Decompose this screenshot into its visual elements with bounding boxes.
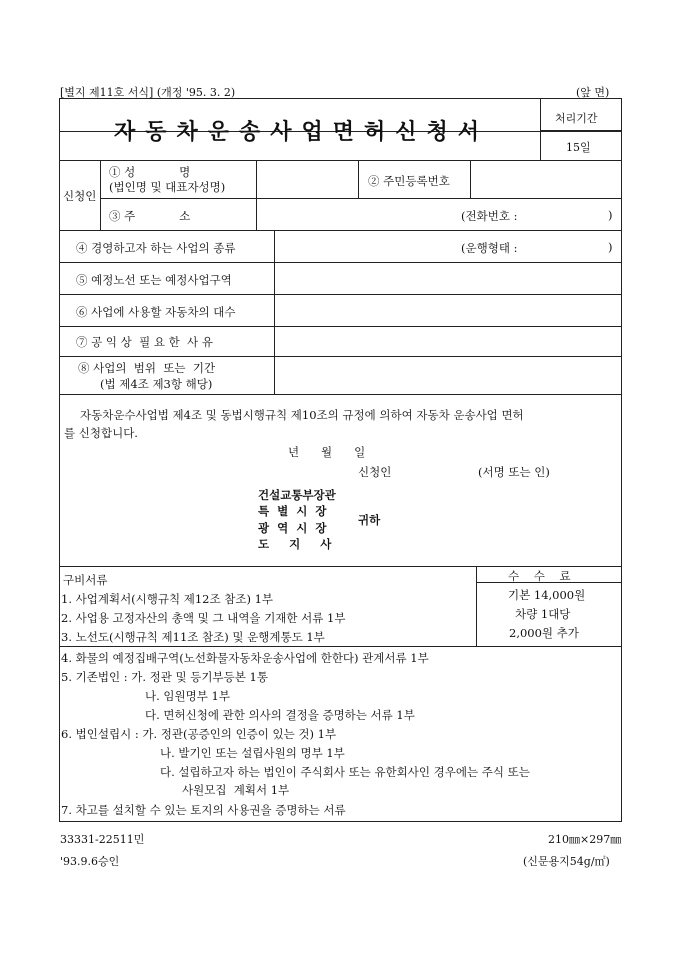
phone-label: (전화번호 : [461,209,518,223]
name-field[interactable] [259,162,355,196]
document-item: 5. 기존법인 : 가. 정관 및 등기부등본 1통 [61,670,268,684]
recipient-suffix: 귀하 [358,513,381,527]
applicant-sign-label: 신청인 [358,465,392,479]
public-reason-field[interactable] [277,328,620,354]
vehicle-count-field[interactable] [277,296,620,324]
documents-title: 구비서류 [63,573,108,587]
divider [59,326,622,327]
divider [540,130,622,131]
document-item: 7. 차고를 설치할 수 있는 토지의 사용권을 증명하는 서류 [61,803,346,817]
footer-code: 33331-22511민 [60,833,145,846]
divider [470,160,471,198]
divider [100,198,622,199]
statement-line2: 를 신청합니다. [64,426,138,440]
document-item: 사원모집 계획서 1부 [182,783,290,797]
document-item: 1. 사업계획서(시행규칙 제12조 참조) 1부 [61,592,274,606]
operation-label: (운행형태 : [461,241,518,255]
scope-sub-label: (법 제4조 제3항 해당) [100,377,213,391]
resident-number-field[interactable] [473,162,619,196]
address-label: ③ 주 소 [109,209,191,223]
divider [59,230,622,231]
fee-additional: 2,000원 추가 [509,626,579,640]
fee-per-vehicle: 차량 1대당 [515,607,571,621]
applicant-label: 신청인 [63,189,97,203]
document-item: 다. 면허신청에 관한 의사의 결정을 증명하는 서류 1부 [145,708,415,722]
divider [59,160,622,161]
signature-label: (서명 또는 인) [478,465,550,479]
document-item: 3. 노선도(시행규칙 제11조 참조) 및 운행계통도 1부 [61,630,325,644]
document-item: 2. 사업용 고정자산의 총액 및 그 내역을 기재한 서류 1부 [61,611,346,625]
document-item: 6. 법인설립시 : 가. 정관(공증인의 인증이 있는 것) 1부 [61,727,337,741]
recipient-minister: 건설교통부장관 [258,488,336,502]
divider [256,160,257,230]
vehicle-count-label: ⑥ 사업에 사용할 자동차의 대수 [76,305,236,319]
page-title: 자동차운송사업면허신청서 [114,119,490,145]
footer-approval: '93.9.6승인 [60,855,120,868]
footer-paper: (신문용지54g/㎡) [523,855,610,868]
footer-size: 210㎜×297㎜ [548,833,622,846]
processing-days: 15일 [566,141,591,154]
recipient-special-city: 특 별 시 장 [258,504,327,518]
recipient-metro-city: 광 역 시 장 [258,521,327,535]
phone-close: ) [608,208,613,222]
scope-field[interactable] [277,358,620,392]
divider [100,160,101,230]
divider [59,294,622,295]
public-reason-label: ⑦ 공 익 상 필 요 한 사 유 [76,335,213,349]
statement-line1: 자동차운수사업법 제4조 및 동법시행규칙 제10조의 규정에 의하여 자동차 운송사업 면허 [80,408,524,422]
document-item: 4. 화물의 예정집배구역(노선화물자동차운송사업에 한한다) 관계서류 1부 [61,651,429,665]
route-label: ⑤ 예정노선 또는 예정사업구역 [76,273,232,287]
divider [59,566,622,567]
divider [358,160,359,198]
document-item: 나. 임원명부 1부 [145,689,230,703]
fee-base: 기본 14,000원 [508,588,586,602]
business-type-label: ④ 경영하고자 하는 사업의 종류 [76,241,236,255]
divider [476,566,477,646]
recipient-governor: 도 지 사 [258,537,332,551]
divider [59,356,622,357]
divider [274,230,275,394]
business-type-field[interactable] [277,232,620,260]
divider [59,262,622,263]
divider [59,646,622,647]
date-line: 년 월 일 [288,445,366,459]
resident-number-label: ② 주민등록번호 [368,174,450,188]
route-field[interactable] [277,264,620,292]
fee-title: 수 수 료 [508,569,571,583]
name-label: ① 성 명 [109,165,191,179]
processing-label: 처리기간 [555,112,598,125]
address-field[interactable] [259,200,619,228]
divider [540,98,541,160]
operation-close: ) [608,240,613,254]
page-side: (앞 면) [576,86,610,99]
document-item: 나. 발기인 또는 설립사원의 명부 1부 [160,746,345,760]
divider [59,394,622,395]
document-item: 다. 설립하고자 하는 법인이 주식회사 또는 유한회사인 경우에는 주식 또는 [160,765,530,779]
name-sub-label: (법인명 및 대표자성명) [109,180,226,194]
scope-label: ⑧ 사업의 범위 또는 기간 [78,361,216,375]
form-id: [별지 제11호 서식] (개정 '95. 3. 2) [60,86,236,99]
